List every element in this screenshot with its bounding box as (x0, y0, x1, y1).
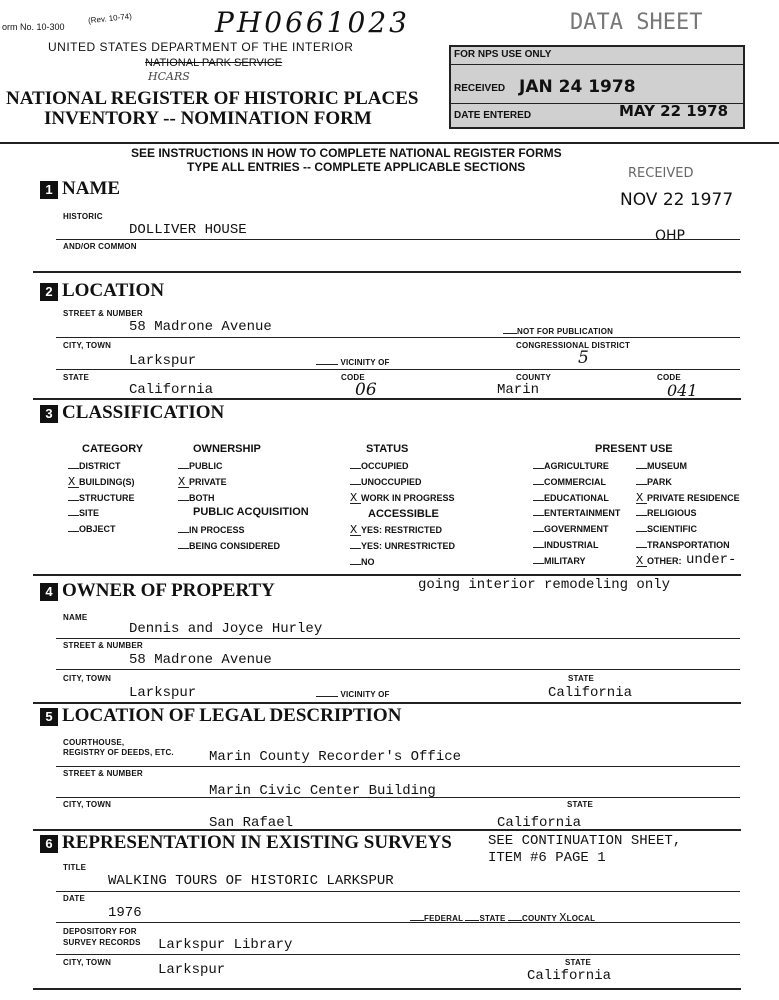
owner-name-label: NAME (63, 613, 88, 622)
checkbox-item[interactable] (68, 493, 135, 503)
checkbox-label: RELIGIOUS (647, 508, 697, 519)
checkbox-mark (636, 468, 647, 469)
nps-box-label: FOR NPS USE ONLY (454, 49, 552, 60)
checkbox-item[interactable] (178, 541, 280, 551)
checkbox-mark (636, 484, 647, 485)
checkbox-item[interactable] (533, 524, 609, 534)
received-stamp: RECEIVED (628, 166, 694, 181)
checkbox-item[interactable] (68, 474, 135, 489)
courthouse-value: Marin County Recorder's Office (209, 749, 462, 765)
checkbox-mark (68, 515, 79, 516)
historic-name: DOLLIVER HOUSE (129, 222, 247, 238)
historic-label: HISTORIC (63, 212, 103, 221)
checkbox-mark (68, 468, 79, 469)
city-label: CITY, TOWN (63, 341, 112, 350)
checkbox-item[interactable] (636, 553, 682, 568)
checkbox-label: TRANSPORTATION (647, 540, 730, 550)
checkbox-label: GOVERNMENT (544, 524, 609, 535)
owner-city-value: Larkspur (129, 685, 197, 701)
checkbox-label: UNOCCUPIED (361, 476, 422, 487)
section-3-title: CLASSIFICATION (62, 402, 225, 423)
owner-street-label: STREET & NUMBER (63, 641, 143, 650)
section-5-title: LOCATION OF LEGAL DESCRIPTION (62, 705, 402, 726)
instructions-line1: SEE INSTRUCTIONS IN HOW TO COMPLETE NATIONAL REGISTER FORMS (131, 146, 562, 160)
checkbox-mark (178, 468, 189, 469)
checkbox-mark (68, 500, 79, 501)
checkbox-label: INDUSTRIAL (544, 540, 599, 550)
checkbox-label: ENTERTAINMENT (544, 508, 621, 519)
checkbox-item[interactable] (350, 525, 442, 536)
checkbox-mark (533, 531, 544, 532)
checkbox-item[interactable] (350, 477, 422, 487)
status-heading: STATUS (366, 443, 409, 455)
checkbox-label: PARK (647, 476, 672, 487)
legal-city-label: CITY, TOWN (63, 800, 112, 809)
checkbox-label: PUBLIC (189, 461, 223, 471)
checkbox-item[interactable] (533, 556, 586, 566)
checkbox-item[interactable] (178, 525, 245, 535)
section-5-number: 5 (40, 708, 58, 726)
other-use-value: under- (686, 552, 737, 568)
street-label: STREET & NUMBER (63, 309, 143, 318)
nps-use-box (449, 45, 745, 129)
section-1-title: NAME (62, 178, 121, 199)
state-value: California (129, 382, 214, 398)
checkbox-mark (178, 548, 189, 549)
survey-date-value: 1976 (108, 905, 142, 921)
survey-title-label: TITLE (63, 863, 87, 872)
category-heading: CATEGORY (82, 443, 144, 455)
checkbox-item[interactable] (68, 461, 121, 471)
checkbox-mark (178, 500, 189, 501)
checkbox-item[interactable] (636, 477, 672, 487)
courthouse-label: COURTHOUSE, (63, 738, 125, 747)
congressional-district-value: 5 (578, 348, 589, 368)
checkbox-mark (533, 515, 544, 516)
owner-city-label: CITY, TOWN (63, 674, 112, 683)
checkbox-item[interactable] (533, 508, 620, 518)
checkbox-label: OBJECT (79, 524, 116, 535)
section-4-number: 4 (40, 583, 58, 601)
county-label: COUNTY (516, 373, 551, 382)
legal-street-value: Marin Civic Center Building (209, 783, 436, 799)
state-label: STATE (63, 373, 90, 382)
checkbox-mark (68, 531, 79, 532)
checkbox-mark: X (636, 494, 647, 504)
survey-level: FEDERAL STATE COUNTY XLOCAL (410, 911, 595, 925)
owner-name-value: Dennis and Joyce Hurley (129, 621, 323, 637)
checkbox-item[interactable] (636, 490, 740, 505)
checkbox-mark: X (178, 478, 189, 488)
checkbox-mark (533, 563, 544, 564)
owner-state-value: California (548, 685, 633, 701)
checkbox-item[interactable] (636, 508, 697, 518)
checkbox-label: DISTRICT (79, 461, 121, 471)
checkbox-label: YES: UNRESTRICTED (361, 540, 456, 551)
survey-title-value: WALKING TOURS OF HISTORIC LARKSPUR (108, 873, 394, 889)
checkbox-label: STRUCTURE (79, 492, 135, 503)
city-value: Larkspur (129, 353, 197, 369)
section-6-number: 6 (40, 835, 58, 853)
survey-date-label: DATE (63, 894, 85, 903)
checkbox-label: AGRICULTURE (544, 461, 609, 471)
checkbox-mark (533, 500, 544, 501)
checkbox-item[interactable] (350, 541, 455, 551)
depository-state-value: California (527, 968, 612, 984)
date-entered-value: MAY 22 1978 (619, 102, 729, 120)
legal-city-value: San Rafael (209, 815, 294, 831)
other-use-continued: going interior remodeling only (418, 577, 671, 593)
checkbox-item[interactable] (533, 540, 599, 550)
checkbox-label: MUSEUM (647, 461, 687, 471)
checkbox-label: PRIVATE (189, 476, 227, 487)
checkbox-label: YES: RESTRICTED (361, 525, 443, 535)
checkbox-mark (533, 484, 544, 485)
depository-value: Larkspur Library (158, 937, 293, 953)
checkbox-label: MILITARY (544, 555, 586, 566)
checkbox-mark (533, 468, 544, 469)
form-title-line1: NATIONAL REGISTER OF HISTORIC PLACES (6, 88, 419, 109)
checkbox-label: SCIENTIFIC (647, 524, 698, 535)
checkbox-label: PRIVATE RESIDENCE (647, 492, 740, 503)
checkbox-item[interactable] (178, 461, 223, 471)
see-continuation-line1: SEE CONTINUATION SHEET, (488, 833, 682, 849)
checkbox-item[interactable] (636, 461, 687, 471)
hand-annotation: HCARS (148, 70, 190, 83)
checkbox-mark (533, 547, 544, 548)
public-acquisition-heading: PUBLIC ACQUISITION (193, 506, 309, 518)
ownership-heading: OWNERSHIP (193, 443, 261, 455)
checkbox-mark: X (68, 478, 79, 488)
see-continuation-line2: ITEM #6 PAGE 1 (488, 850, 606, 866)
owner-state-label: STATE (568, 674, 595, 683)
checkbox-mark (636, 531, 647, 532)
county-code-value: 041 (667, 381, 698, 400)
department-name: UNITED STATES DEPARTMENT OF THE INTERIOR (48, 40, 354, 54)
registry-label: REGISTRY OF DEEDS, ETC. (63, 748, 174, 757)
depository-label: DEPOSITORY FOR (63, 927, 137, 936)
legal-street-label: STREET & NUMBER (63, 769, 143, 778)
checkbox-label: COMMERCIAL (544, 476, 606, 487)
survey-records-label: SURVEY RECORDS (63, 938, 141, 947)
checkbox-mark: X (636, 557, 647, 567)
date-entered-label: DATE ENTERED (454, 110, 532, 121)
not-for-publication: NOT FOR PUBLICATION (503, 327, 613, 336)
section-2-title: LOCATION (62, 280, 165, 301)
received-date: JAN 24 1978 (519, 77, 636, 97)
checkbox-mark: X (350, 526, 361, 536)
checkbox-item[interactable] (178, 474, 227, 489)
checkbox-item[interactable] (636, 524, 697, 534)
checkbox-item[interactable] (533, 461, 609, 471)
state-code-value: 06 (355, 380, 377, 400)
checkbox-label: BEING CONSIDERED (189, 540, 281, 551)
received-stamp-date: NOV 22 1977 (620, 190, 734, 210)
section-1-number: 1 (40, 181, 58, 199)
checkbox-item[interactable] (350, 557, 375, 567)
checkbox-label: EDUCATIONAL (544, 492, 609, 503)
checkbox-mark (178, 532, 189, 533)
instructions-line2: TYPE ALL ENTRIES -- COMPLETE APPLICABLE SECTIONS (187, 160, 526, 174)
checkbox-item[interactable] (350, 490, 455, 505)
section-3-number: 3 (40, 405, 58, 423)
code-label: CODE (341, 373, 365, 382)
county-code-label: CODE (657, 373, 681, 382)
checkbox-item[interactable] (178, 493, 215, 503)
depository-state-label: STATE (565, 958, 592, 967)
checkbox-label: BUILDING(S) (79, 476, 135, 487)
checkbox-mark: X (350, 494, 361, 504)
congressional-district-label: CONGRESSIONAL DISTRICT (516, 341, 631, 350)
checkbox-mark (350, 564, 361, 565)
checkbox-label: NO (361, 556, 375, 567)
accessible-heading: ACCESSIBLE (368, 508, 439, 520)
depository-city-value: Larkspur (158, 962, 226, 978)
checkbox-mark (350, 484, 361, 485)
checkbox-item[interactable] (636, 540, 730, 550)
checkbox-item[interactable] (68, 524, 116, 534)
section-6-title: REPRESENTATION IN EXISTING SURVEYS (62, 832, 452, 853)
checkbox-label: SITE (79, 508, 100, 519)
park-service-struck: NATIONAL PARK SERVICE (145, 57, 283, 69)
checkbox-item[interactable] (533, 477, 606, 487)
section-2-number: 2 (40, 283, 58, 301)
received-stamp-office: OHP (655, 228, 685, 244)
section-4-title: OWNER OF PROPERTY (62, 580, 275, 601)
owner-vicinity-of: VICINITY OF (316, 690, 390, 699)
county-value: Marin (497, 382, 540, 398)
legal-state-label: STATE (567, 800, 594, 809)
checkbox-label: BOTH (189, 492, 215, 503)
form-number: orm No. 10-300 (2, 22, 65, 32)
checkbox-mark (350, 548, 361, 549)
vicinity-of: VICINITY OF (316, 358, 390, 367)
checkbox-item[interactable] (350, 461, 409, 471)
form-revision: (Rev. 10-74) (87, 11, 133, 26)
common-name-label: AND/OR COMMON (63, 242, 137, 251)
form-title-line2: INVENTORY -- NOMINATION FORM (44, 108, 372, 129)
checkbox-label: WORK IN PROGRESS (361, 492, 455, 503)
legal-state-value: California (497, 815, 582, 831)
data-sheet-stamp: DATA SHEET (570, 10, 703, 35)
checkbox-mark (636, 515, 647, 516)
present-use-heading: PRESENT USE (595, 443, 673, 455)
owner-street-value: 58 Madrone Avenue (129, 652, 272, 668)
checkbox-label: IN PROCESS (189, 525, 245, 535)
checkbox-label: OCCUPIED (361, 461, 409, 471)
street-value: 58 Madrone Avenue (129, 319, 272, 335)
checkbox-mark (350, 468, 361, 469)
checkbox-label: OTHER: (647, 555, 682, 566)
checkbox-item[interactable] (533, 493, 609, 503)
checkbox-item[interactable] (68, 508, 99, 518)
received-label: RECEIVED (454, 83, 506, 94)
checkbox-mark (636, 547, 647, 548)
handwritten-id: PH0661023 (215, 6, 410, 39)
depository-city-label: CITY, TOWN (63, 958, 112, 967)
